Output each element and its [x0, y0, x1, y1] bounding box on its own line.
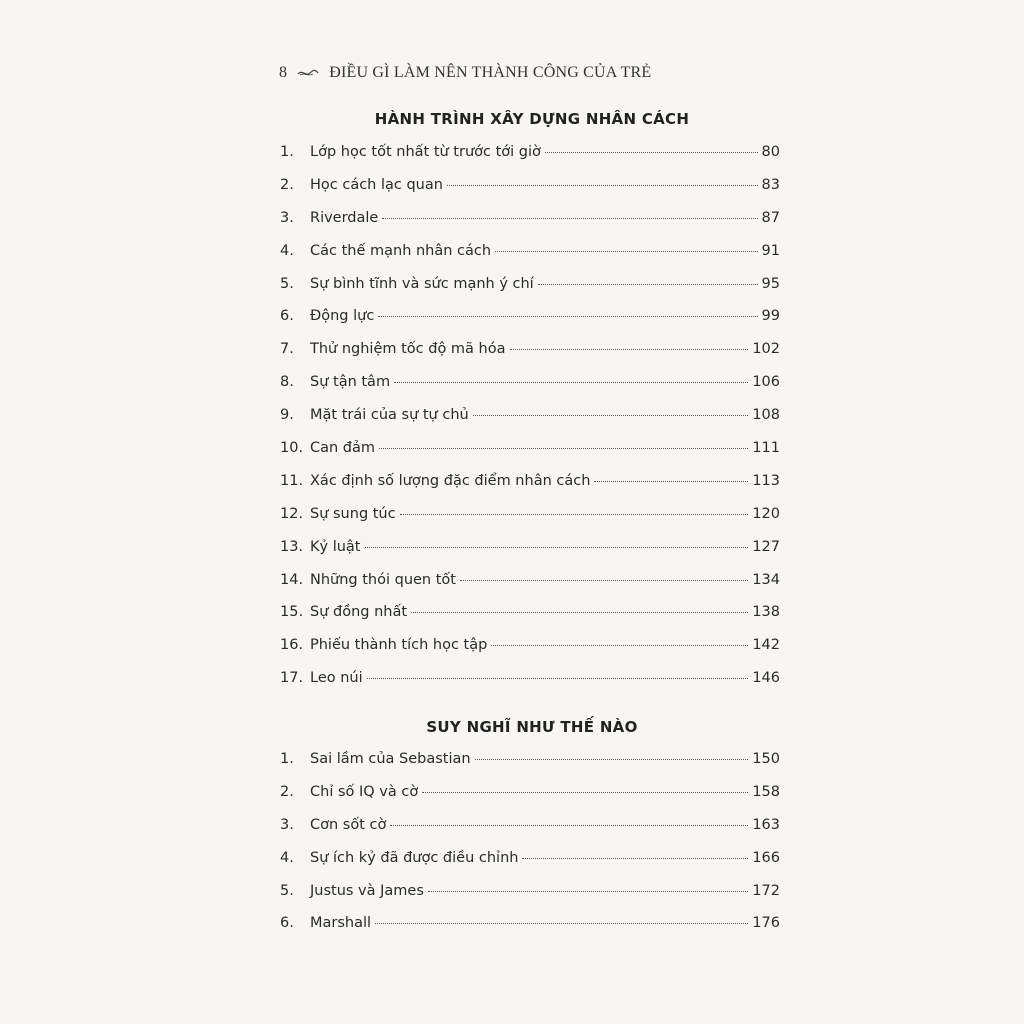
entry-number: 6.: [280, 915, 294, 932]
entry-number: 5.: [280, 275, 294, 292]
entry-title: Justus và James: [310, 882, 424, 899]
entry-page: 163: [752, 816, 780, 833]
entry-page: 108: [752, 407, 780, 424]
entry-title: Phiếu thành tích học tập: [310, 637, 488, 654]
entry-number: 1.: [280, 751, 294, 767]
entry-number: 12.: [280, 505, 304, 522]
dot-leader: [495, 251, 757, 252]
entry-number: 5.: [280, 882, 294, 899]
entry-number: 1.: [280, 144, 294, 160]
entry-title: Động lực: [310, 308, 375, 325]
toc-list: [280, 751, 780, 948]
entry-page: 127: [752, 538, 780, 555]
dot-leader: [473, 415, 749, 416]
entry-page: 99: [761, 308, 780, 325]
entry-page: 176: [752, 915, 780, 932]
entry-title: Cơn sốt cờ: [310, 816, 387, 833]
dot-leader: [475, 759, 749, 760]
entry-number: 17.: [280, 670, 304, 687]
entry-number: 4.: [280, 849, 294, 866]
dot-leader: [378, 316, 757, 317]
entry-title: Sự bình tĩnh và sức mạnh ý chí: [310, 275, 534, 292]
dot-leader: [367, 678, 749, 679]
dot-leader: [510, 349, 749, 350]
entry-title: Lớp học tốt nhất từ trước tới giờ: [310, 144, 541, 160]
toc-entry[interactable]: [280, 144, 780, 177]
entry-page: 113: [752, 472, 780, 489]
dot-leader: [522, 858, 748, 859]
toc-entry[interactable]: [280, 784, 780, 817]
toc-entry[interactable]: [280, 670, 780, 703]
entry-number: 7.: [280, 341, 294, 358]
entry-title: Leo núi: [310, 670, 363, 687]
dot-leader: [594, 481, 748, 482]
entry-title: Sai lầm của Sebastian: [310, 751, 471, 767]
entry-title: Riverdale: [310, 209, 379, 226]
entry-page: 111: [752, 440, 780, 457]
toc-entry[interactable]: [280, 883, 780, 916]
dot-leader: [545, 152, 758, 153]
toc-entry[interactable]: [280, 210, 780, 243]
entry-title: Chỉ số IQ và cờ: [310, 783, 419, 800]
entry-number: 3.: [280, 209, 294, 226]
entry-page: 134: [752, 571, 780, 588]
dot-leader: [538, 284, 758, 285]
dot-leader: [379, 448, 748, 449]
book-title: ĐIỀU GÌ LÀM NÊN THÀNH CÔNG CỦA TRẺ: [329, 64, 652, 81]
entry-number: 9.: [280, 407, 294, 424]
dot-leader: [447, 185, 758, 186]
entry-number: 11.: [280, 472, 304, 489]
toc-entry[interactable]: [280, 341, 780, 374]
entry-title: Thử nghiệm tốc độ mã hóa: [310, 341, 506, 358]
dot-leader: [491, 645, 748, 646]
entry-page: 106: [752, 374, 780, 391]
toc-entry[interactable]: [280, 308, 780, 341]
entry-page: 158: [752, 783, 780, 800]
toc-entry[interactable]: [280, 539, 780, 572]
toc-list: [280, 144, 780, 703]
entry-page: 87: [761, 209, 780, 226]
entry-page: 91: [761, 242, 780, 259]
entry-title: Những thói quen tốt: [310, 571, 456, 588]
dot-leader: [394, 382, 748, 383]
entry-page: 142: [752, 637, 780, 654]
toc-entry[interactable]: [280, 440, 780, 473]
toc-entry[interactable]: [280, 506, 780, 539]
entry-title: Sự ích kỷ đã được điều chỉnh: [310, 849, 519, 866]
dot-leader: [428, 891, 748, 892]
entry-page: 80: [761, 144, 780, 160]
running-head: [279, 64, 651, 82]
entry-page: 146: [752, 670, 780, 687]
entry-number: 4.: [280, 242, 294, 259]
entry-title: Sự tận tâm: [310, 374, 391, 391]
toc-entry[interactable]: [280, 604, 780, 637]
entry-title: Xác định số lượng đặc điểm nhân cách: [310, 472, 591, 489]
entry-page: 120: [752, 505, 780, 522]
entry-page: 138: [752, 604, 780, 621]
dot-leader: [375, 923, 748, 924]
toc-entry[interactable]: [280, 473, 780, 506]
entry-title: Các thế mạnh nhân cách: [310, 242, 492, 259]
toc-entry[interactable]: [280, 243, 780, 276]
entry-page: 166: [752, 849, 780, 866]
entry-title: Mặt trái của sự tự chủ: [310, 407, 469, 424]
entry-page: 102: [752, 341, 780, 358]
entry-title: Can đảm: [310, 440, 376, 457]
toc-entry[interactable]: [280, 915, 780, 948]
dot-leader: [382, 218, 757, 219]
toc-entry[interactable]: [280, 276, 780, 309]
section-title: HÀNH TRÌNH XÂY DỰNG NHÂN CÁCH: [374, 110, 690, 128]
toc-entry[interactable]: [280, 374, 780, 407]
entry-title: Kỷ luật: [310, 538, 361, 555]
entry-page: 83: [761, 176, 780, 193]
dot-leader: [400, 514, 749, 515]
entry-number: 13.: [280, 538, 304, 555]
entry-page: 150: [752, 751, 780, 767]
entry-title: Sự đồng nhất: [310, 604, 408, 621]
dot-leader: [390, 825, 748, 826]
toc-entry[interactable]: [280, 637, 780, 670]
toc-entry[interactable]: [280, 850, 780, 883]
entry-title: Học cách lạc quan: [310, 176, 443, 193]
section-title: SUY NGHĨ NHƯ THẾ NÀO: [426, 718, 638, 736]
entry-title: Sự sung túc: [310, 505, 396, 522]
entry-number: 3.: [280, 816, 294, 833]
entry-title: Marshall: [310, 915, 372, 932]
dot-leader: [365, 547, 749, 548]
toc-entry[interactable]: [280, 572, 780, 605]
dot-leader: [460, 580, 748, 581]
toc-entry[interactable]: [280, 407, 780, 440]
dot-leader: [411, 612, 748, 613]
entry-number: 6.: [280, 308, 294, 325]
entry-number: 10.: [280, 440, 304, 457]
entry-number: 15.: [280, 604, 304, 621]
entry-page: 172: [752, 882, 780, 899]
entry-number: 8.: [280, 374, 294, 391]
toc-entry[interactable]: [280, 751, 780, 784]
ornament-icon: [297, 68, 319, 78]
entry-number: 2.: [280, 783, 294, 800]
entry-number: 16.: [280, 637, 304, 654]
entry-number: 2.: [280, 176, 294, 193]
toc-entry[interactable]: [280, 817, 780, 850]
toc-entry[interactable]: [280, 177, 780, 210]
page-number: 8: [279, 64, 288, 81]
dot-leader: [422, 792, 748, 793]
entry-number: 14.: [280, 571, 304, 588]
entry-page: 95: [761, 275, 780, 292]
